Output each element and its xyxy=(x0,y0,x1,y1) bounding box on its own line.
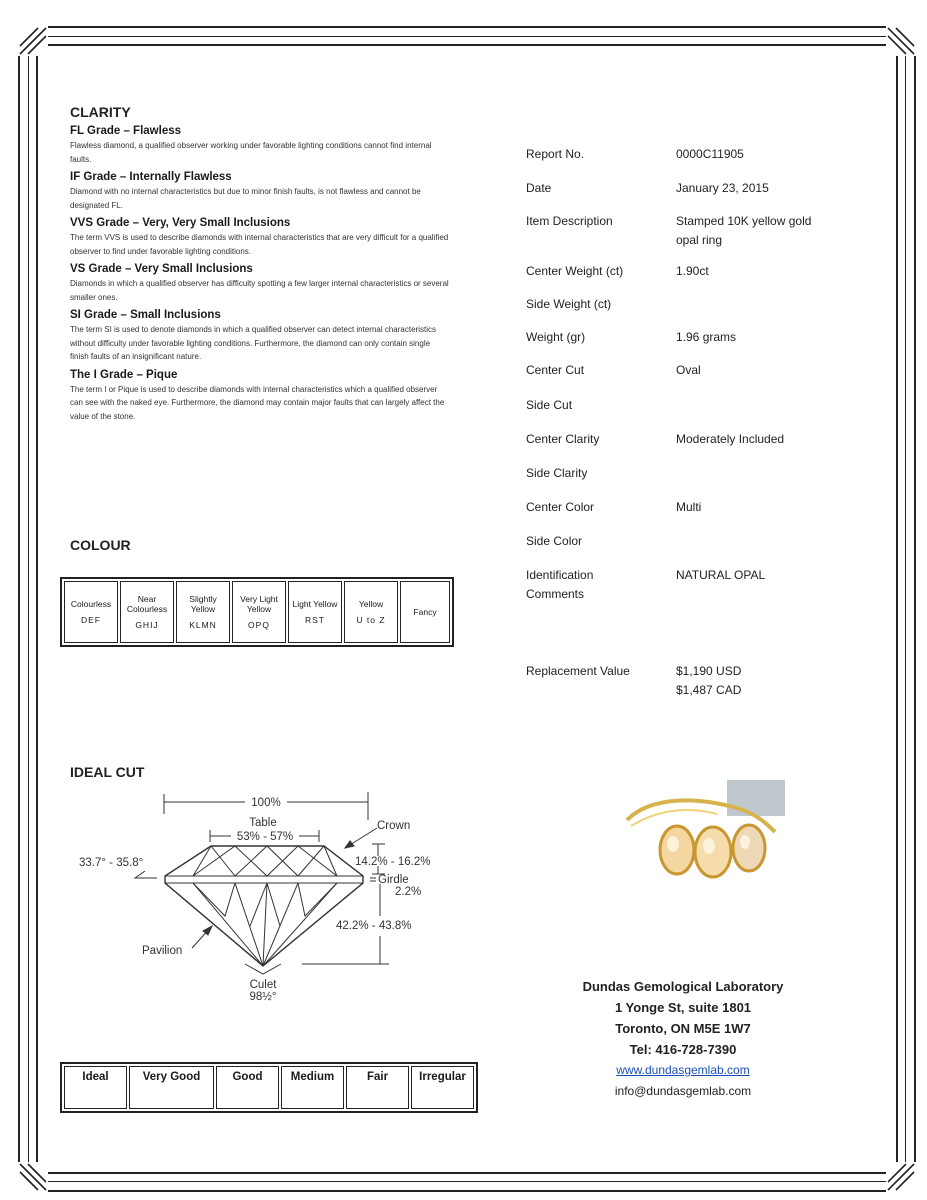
grade-description: Flawless diamond, a qualified observer working under favorable lighting conditions cannot find internal faults. xyxy=(70,141,432,164)
lab-name: Dundas Gemological Laboratory xyxy=(582,979,784,994)
field-value: $1,190 USD $1,487 CAD xyxy=(676,664,742,697)
lab-address-line2: Toronto, ON M5E 1W7 xyxy=(615,1021,751,1036)
field-label: Replacement Value xyxy=(526,664,630,678)
field-value: 1.90ct xyxy=(676,264,709,278)
field-label: Center Clarity xyxy=(526,432,600,446)
field-value: 0000C11905 xyxy=(676,147,744,161)
lab-email[interactable]: info@dundasgemlab.com xyxy=(614,1084,752,1098)
colour-heading: COLOUR xyxy=(70,537,131,553)
grade-si xyxy=(70,309,450,364)
grade-i xyxy=(70,369,450,424)
grade-title: FL Grade – Flawless xyxy=(70,125,182,137)
grade-if xyxy=(70,171,450,212)
grade-description: The term VVS is used to describe diamonds with internal characteristics that are very difficult for a qualified observer to find under favorable lighting conditions. xyxy=(70,233,449,256)
field-label: Center Cut xyxy=(526,363,585,377)
ideal-cut-heading: IDEAL CUT xyxy=(70,764,145,780)
corner-ornament-bottom-left xyxy=(18,1162,48,1192)
colour-grades: OPQ xyxy=(248,620,270,630)
grade-title: IF Grade – Internally Flawless xyxy=(70,171,232,183)
colour-name: Near Colourless xyxy=(126,594,168,614)
clarity-heading: CLARITY xyxy=(70,104,131,120)
colour-grades: GHIJ xyxy=(135,620,159,630)
table-label: Table xyxy=(249,817,277,829)
lab-address-line1: 1 Yonge St, suite 1801 xyxy=(614,1000,752,1015)
field-label: Identification Comments xyxy=(526,568,594,601)
field-value: Moderately Included xyxy=(676,432,785,446)
grade-vs xyxy=(70,263,450,304)
colour-cell xyxy=(232,581,286,643)
colour-cell xyxy=(64,581,118,643)
lab-phone: Tel: 416-728-7390 xyxy=(629,1042,737,1057)
colour-name: Light Yellow xyxy=(292,599,338,609)
field-label: Weight (gr) xyxy=(526,330,586,344)
colour-grades: KLMN xyxy=(189,620,217,630)
field-label: Report No. xyxy=(526,147,585,161)
field-value: Oval xyxy=(676,363,701,377)
field-label: Side Color xyxy=(526,534,583,548)
colour-name: Fancy xyxy=(413,607,437,617)
grade-title: The I Grade – Pique xyxy=(70,368,178,381)
field-label: Side Cut xyxy=(526,398,573,412)
colour-name: Yellow xyxy=(358,599,384,609)
pavilion-depth-label: 42.2% - 43.8% xyxy=(336,920,412,932)
colour-name: Colourless xyxy=(70,599,112,609)
colour-grades: DEF xyxy=(81,615,101,625)
colour-cell xyxy=(120,581,174,643)
girdle-label: Girdle xyxy=(378,874,409,886)
cut-grade-cell: Fair xyxy=(346,1066,409,1109)
crown-label: Crown xyxy=(377,820,411,832)
girdle-percent-label: 2.2% xyxy=(395,886,422,898)
grade-title: VVS Grade – Very, Very Small Inclusions xyxy=(70,217,291,229)
total-width-label: 100% xyxy=(251,797,281,809)
corner-ornament-top-right xyxy=(886,26,916,56)
field-value: 1.96 grams xyxy=(676,330,737,344)
culet-angle-label: 98½° xyxy=(249,991,277,1003)
colour-cell xyxy=(176,581,230,643)
grade-description: The term I or Pique is used to describe diamonds with internal characteristics which a qualified observer can see with the naked eye. Furthermore, the diamond may contain major faults that can largely affect the value of the stone. xyxy=(70,384,445,421)
opal-ring-photo xyxy=(617,780,785,884)
field-value: NATURAL OPAL xyxy=(676,568,766,582)
table-range-label: 53% - 57% xyxy=(236,831,294,843)
colour-name: Slightly Yellow xyxy=(189,594,217,614)
cut-grade-table xyxy=(60,1062,478,1113)
cut-grade-cell: Very Good xyxy=(129,1066,214,1109)
grade-fl xyxy=(70,125,450,166)
cut-grade-cell: Ideal xyxy=(64,1066,127,1109)
culet-label: Culet xyxy=(249,979,277,991)
lab-website-link[interactable]: www.dundasgemlab.com xyxy=(616,1063,750,1077)
field-label: Item Description xyxy=(526,214,613,228)
field-label: Center Weight (ct) xyxy=(526,264,624,278)
field-label: Date xyxy=(526,181,552,195)
lab-contact-block xyxy=(560,976,806,1102)
crown-height-label: 14.2% - 16.2% xyxy=(355,856,431,868)
cut-grade-cell: Medium xyxy=(281,1066,344,1109)
field-value: January 23, 2015 xyxy=(676,181,769,195)
grade-vvs xyxy=(70,217,450,258)
field-label: Center Color xyxy=(526,500,595,514)
cut-grade-cell: Good xyxy=(216,1066,279,1109)
clarity-section xyxy=(70,104,450,423)
crown-angle-label: 33.7° - 35.8° xyxy=(79,857,144,869)
grade-title: SI Grade – Small Inclusions xyxy=(70,309,221,321)
grade-description: Diamond with no internal characteristics but due to minor finish faults, is not flawless and cannot be designated FL. xyxy=(70,187,421,210)
field-value: Multi xyxy=(676,500,702,514)
field-label: Side Weight (ct) xyxy=(526,297,612,311)
grade-title: VS Grade – Very Small Inclusions xyxy=(70,263,253,275)
field-value: Stamped 10K yellow gold opal ring xyxy=(676,214,812,247)
field-label: Side Clarity xyxy=(526,466,588,480)
colour-cell xyxy=(344,581,398,643)
grade-description: The term SI is used to denote diamonds in which a qualified observer can detect internal characteristics without difficulty under favorable lighting conditions. Furthermore, the diamond can only contain single finish faults of an insignificant nature. xyxy=(70,325,436,361)
colour-cell xyxy=(400,581,450,643)
colour-grades: RST xyxy=(305,615,325,625)
grade-description: Diamonds in which a qualified observer has difficulty spotting a few larger internal characteristics or several smaller ones. xyxy=(70,279,449,302)
pavilion-label: Pavilion xyxy=(142,945,183,957)
colour-scale-table xyxy=(60,577,454,647)
colour-name: Very Light Yellow xyxy=(240,594,278,614)
cut-grade-cell: Irregular xyxy=(411,1066,474,1109)
colour-grades: U to Z xyxy=(356,615,386,625)
diamond-cut-diagram xyxy=(75,786,455,1011)
corner-ornament-bottom-right xyxy=(886,1162,916,1192)
colour-cell xyxy=(288,581,342,643)
corner-ornament-top-left xyxy=(18,26,48,56)
